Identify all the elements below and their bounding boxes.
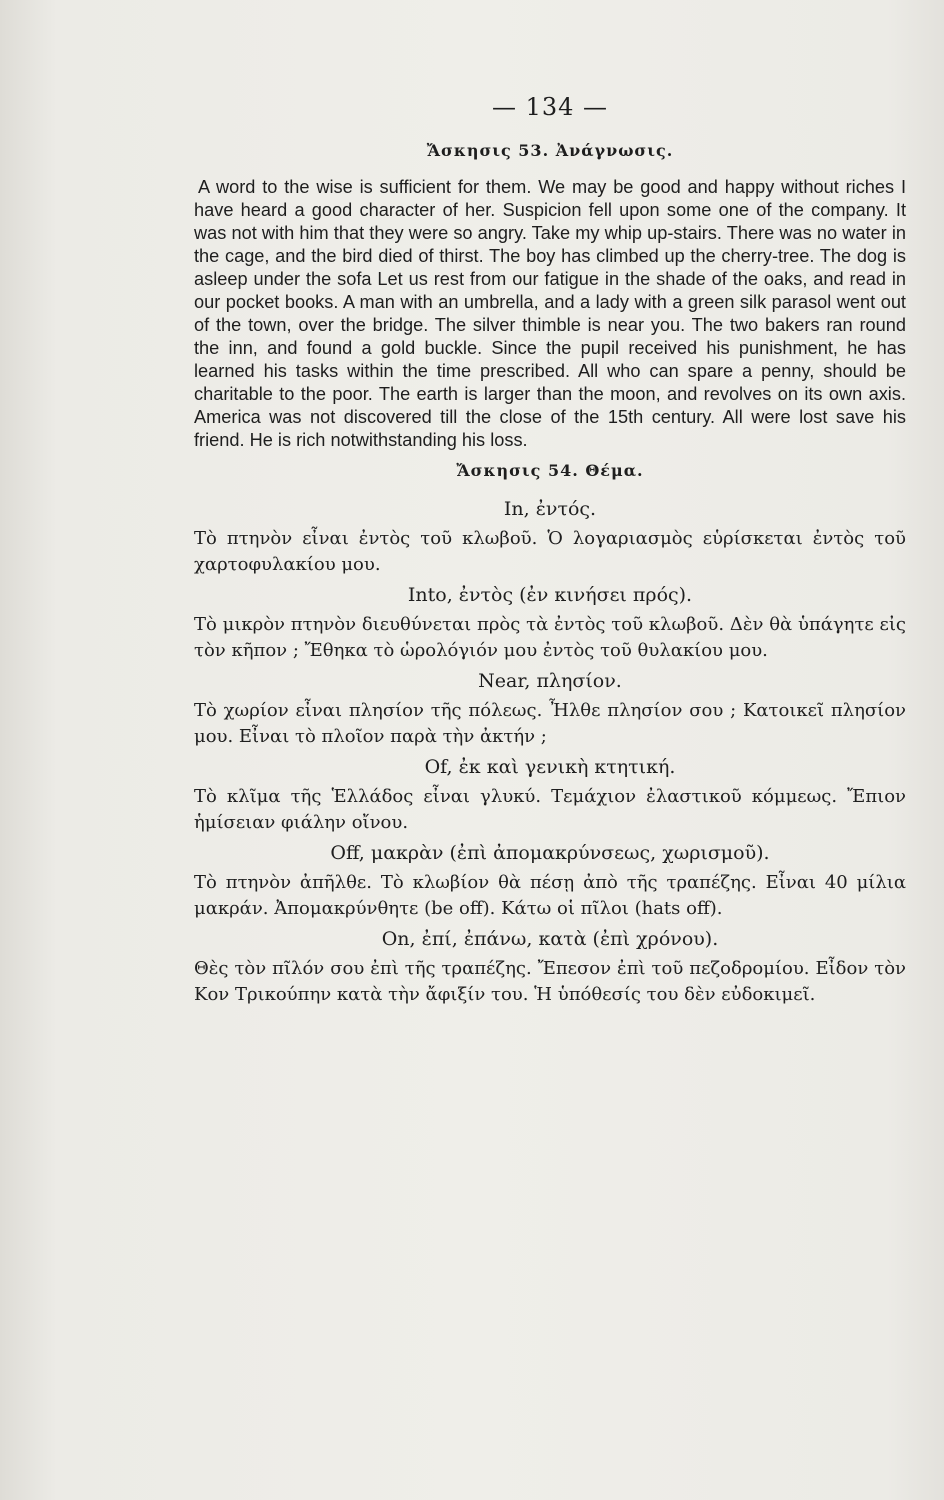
exercise-53-heading: Ἄσκησις 53. Ἀνάγνωσις. — [426, 141, 674, 160]
section-title: Near, πλησίον. — [478, 670, 622, 692]
preposition-section-near — [194, 668, 906, 750]
section-title: Off, μακρὰν (ἐπὶ ἀπομακρύνσεως, χωρισμοῦ). — [330, 842, 770, 864]
exercise-54-heading: Ἄσκησις 54. Θέμα. — [456, 461, 644, 480]
section-title: Into, ἐντὸς (ἐν κινήσει πρός). — [407, 584, 693, 606]
section-title: Of, ἐκ καὶ γενικὴ κτητική. — [424, 756, 676, 778]
section-text: Θὲς τὸν πῖλόν σου ἐπὶ τῆς τραπέζης. Ἔπεσον ἐπὶ τοῦ πεζοδρομίου. Εἶδον τὸν Κον Τρικούπην κατὰ τὴν ἄφιξίν του. Ἡ ὑπόθεσίς του δὲν εὐδοκιμεῖ. — [194, 958, 906, 1005]
section-title: In, ἐντός. — [503, 498, 597, 520]
section-text: Τὸ κλῖμα τῆς Ἑλλάδος εἶναι γλυκύ. Τεμάχιον ἐλαστικοῦ κόμμεως. Ἔπιον ἡμίσειαν φιάλην οἴνου. — [194, 786, 906, 833]
section-text: Τὸ μικρὸν πτηνὸν διευθύνεται πρὸς τὰ ἐντὸς τοῦ κλωβοῦ. Δὲν θὰ ὑπάγητε εἰς τὸν κῆπον ; Ἔθηκα τὸ ὡρολόγιόν μου ἐντὸς τοῦ θυλακίου μου. — [194, 614, 906, 661]
section-title: On, ἐπί, ἐπάνω, κατὰ (ἐπὶ χρόνου). — [381, 928, 719, 950]
page-number: — 134 — — [491, 93, 609, 121]
section-text: Τὸ πτηνὸν εἶναι ἐντὸς τοῦ κλωβοῦ. Ὁ λογαριασμὸς εὑρίσκεται ἐντὸς τοῦ χαρτοφυλακίου μου. — [194, 528, 906, 575]
preposition-section-off — [194, 840, 906, 922]
preposition-section-on — [194, 926, 906, 1008]
preposition-section-into — [194, 582, 906, 664]
preposition-section-in — [194, 496, 906, 578]
section-text: Τὸ πτηνὸν ἀπῆλθε. Τὸ κλωβίον θὰ πέσῃ ἀπὸ τῆς τραπέζης. Εἶναι 40 μίλια μακράν. Ἀπομακρύνθητε (be off). Κάτω οἱ πῖλοι (hats off). — [194, 872, 906, 919]
exercise-53-reading-text: A word to the wise is sufficient for them. We may be good and happy without riches I have heard a good character of her. Suspicion fell upon some one of the company. It was not with him that they were so angry. Take my whip up-stairs. There was no water in the cage, and the bird died of thirst. The boy has climbed up the cherry-tree. The dog is asleep under the sofa Let us rest from our fatigue in the shade of the oaks, and read in our pocket books. A man with an umbrella, and a lady with a green silk parasol went out of the town, over the bridge. The silver thimble is near you. The two bakers ran round the inn, and found a gold buckle. Since the pupil received his punishment, he has learned his tasks within the time prescribed. All who can spare a penny, should be charitable to the poor. The earth is larger than the moon, and revolves on its own axis. America was not discovered till the close of the 15th century. All were lost save his friend. He is rich notwithstanding his loss. — [194, 177, 906, 450]
section-text: Τὸ χωρίον εἶναι πλησίον τῆς πόλεως. Ἦλθε πλησίον σου ; Κατοικεῖ πλησίον μου. Εἶναι τὸ πλοῖον παρὰ τὴν ἀκτήν ; — [194, 700, 906, 747]
page-content — [194, 92, 906, 1012]
preposition-section-of — [194, 754, 906, 836]
